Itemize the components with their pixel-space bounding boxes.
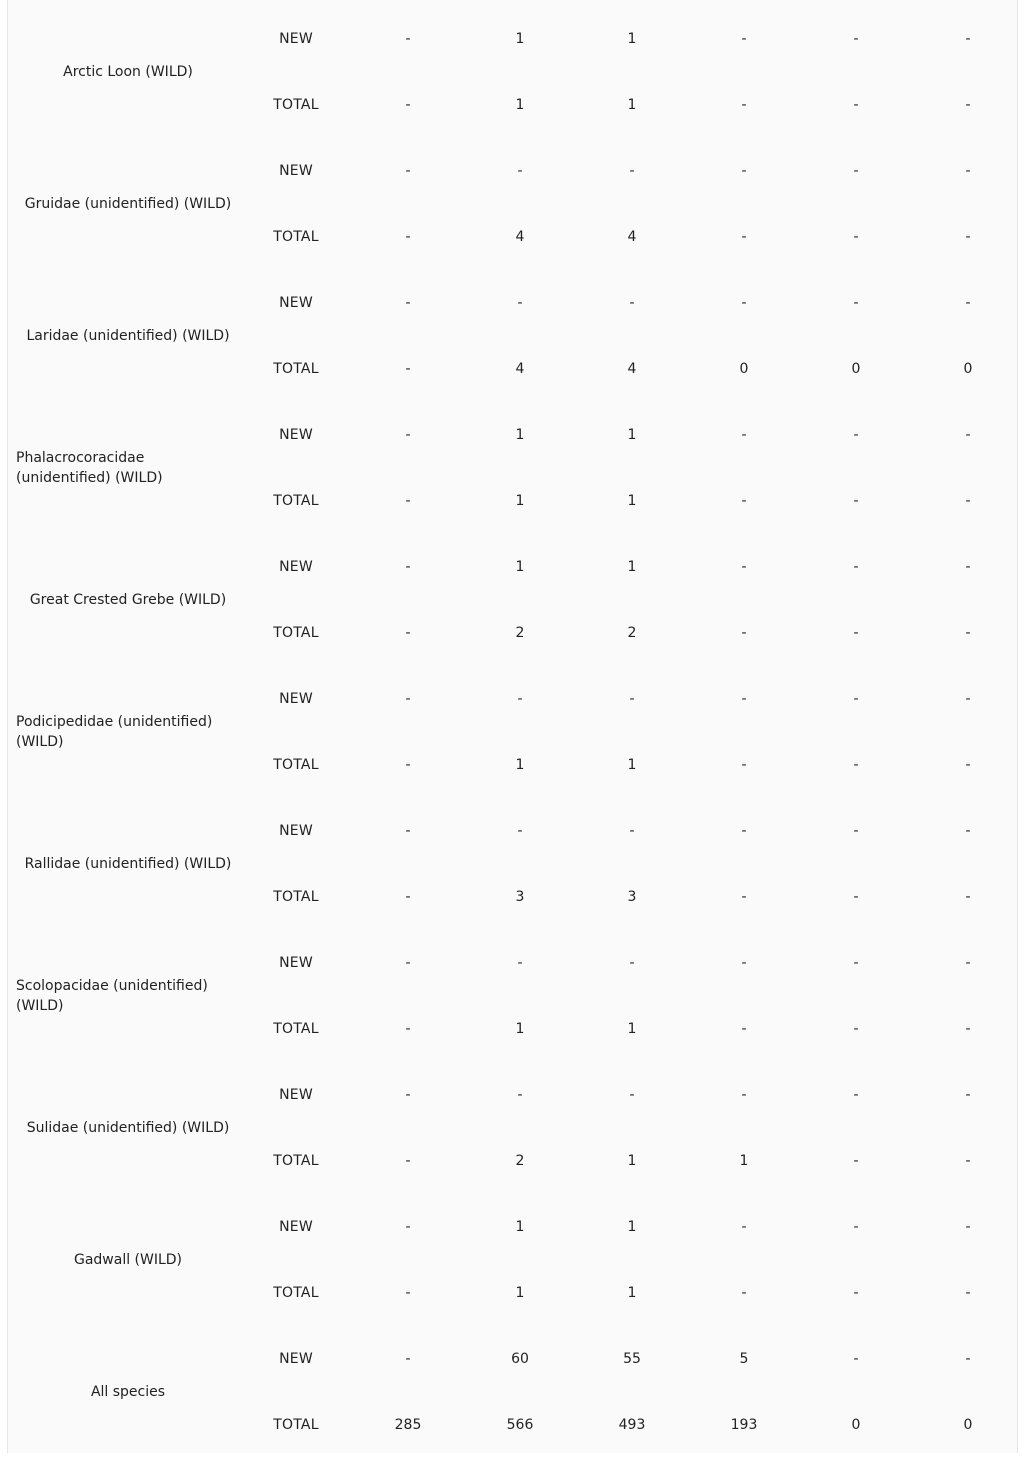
table-row-new [16,402,1024,468]
value-cell: - [517,1087,523,1103]
species-name-cell [16,1062,240,1194]
value-cell: - [853,1087,859,1103]
value-cell: - [405,295,411,311]
value-cell: - [965,757,971,773]
row-type-label: NEW [279,1087,313,1103]
value-cell: - [965,1021,971,1037]
value-cell: - [629,823,635,839]
value-cell: 1 [515,427,525,443]
value-cell: - [853,427,859,443]
value-cell: - [965,1351,971,1367]
table-row-new [16,798,1024,864]
value-cell: - [853,1021,859,1037]
value-cell: 285 [394,1417,422,1433]
value-cell: - [853,559,859,575]
value-cell: - [741,1285,747,1301]
row-type-label: TOTAL [273,757,319,773]
value-cell: - [405,97,411,113]
value-cell: - [517,295,523,311]
value-cell: - [405,757,411,773]
value-cell: - [405,361,411,377]
species-name: Sulidae (unidentified) (WILD) [26,1120,230,1136]
value-cell: - [965,163,971,179]
value-cell: 566 [506,1417,534,1433]
value-cell: - [629,1087,635,1103]
value-cell: - [965,955,971,971]
species-name: Phalacrocoracidae (unidentified) (WILD) [16,450,163,486]
report-panel [7,0,1018,1453]
value-cell: - [405,1351,411,1367]
value-cell: - [965,625,971,641]
row-type-label: NEW [279,163,313,179]
row-type-label: NEW [279,559,313,575]
species-name-cell [16,1326,240,1458]
value-cell: 1 [627,427,637,443]
value-cell: - [741,559,747,575]
row-type-label: NEW [279,427,313,443]
value-cell: - [405,625,411,641]
value-cell: - [405,1285,411,1301]
value-cell: 1 [627,31,637,47]
value-cell: 1 [515,493,525,509]
species-name: Podicipedidae (unidentified) (WILD) [16,714,213,750]
row-type-label: NEW [279,1351,313,1367]
value-cell: - [405,559,411,575]
value-cell: 0 [851,1417,861,1433]
value-cell: - [405,229,411,245]
row-type-label: TOTAL [273,1021,319,1037]
value-cell: - [853,1153,859,1169]
value-cell: 2 [627,625,637,641]
value-cell: 1 [627,97,637,113]
value-cell: - [405,1153,411,1169]
value-cell: - [741,229,747,245]
value-cell: 4 [627,229,637,245]
species-name-cell [16,666,240,798]
value-cell: - [853,1219,859,1235]
value-cell: - [965,31,971,47]
value-cell: - [741,97,747,113]
value-cell: - [965,229,971,245]
value-cell: 1 [515,1219,525,1235]
table-row-new [16,1062,1024,1128]
value-cell: - [405,889,411,905]
value-cell: - [741,1021,747,1037]
value-cell: - [853,625,859,641]
table-row-new [16,1194,1024,1260]
value-cell: - [853,889,859,905]
row-type-label: TOTAL [273,625,319,641]
species-name: Scolopacidae (unidentified) (WILD) [16,978,208,1014]
species-name: Rallidae (unidentified) (WILD) [24,856,232,872]
value-cell: - [853,97,859,113]
table-row-new [16,930,1024,996]
value-cell: 0 [963,361,973,377]
table-row-new [16,270,1024,336]
value-cell: - [853,757,859,773]
value-cell: - [517,955,523,971]
species-name: All species [90,1384,166,1400]
value-cell: 60 [511,1351,529,1367]
value-cell: - [965,1285,971,1301]
value-cell: - [629,163,635,179]
value-cell: - [965,1219,971,1235]
value-cell: - [965,889,971,905]
value-cell: - [405,691,411,707]
value-cell: 1 [627,559,637,575]
value-cell: - [741,691,747,707]
row-type-label: TOTAL [273,97,319,113]
table-row-new [16,666,1024,732]
row-type-label: NEW [279,295,313,311]
value-cell: - [853,493,859,509]
value-cell: 3 [515,889,525,905]
value-cell: - [405,823,411,839]
value-cell: - [741,889,747,905]
value-cell: - [405,1087,411,1103]
value-cell: 1 [739,1153,749,1169]
value-cell: - [853,823,859,839]
value-cell: - [629,955,635,971]
value-cell: 1 [515,31,525,47]
row-type-label: TOTAL [273,1285,319,1301]
species-name-cell [16,1194,240,1326]
value-cell: - [853,229,859,245]
value-cell: 4 [515,229,525,245]
value-cell: - [741,295,747,311]
value-cell: - [965,97,971,113]
value-cell: - [741,757,747,773]
value-cell: 193 [730,1417,758,1433]
value-cell: - [741,1087,747,1103]
value-cell: - [405,427,411,443]
value-cell: 4 [627,361,637,377]
value-cell: - [965,1087,971,1103]
row-type-label: TOTAL [273,361,319,377]
value-cell: - [965,691,971,707]
value-cell: 1 [627,493,637,509]
value-cell: 1 [515,559,525,575]
value-cell: 2 [515,625,525,641]
value-cell: - [853,1285,859,1301]
value-cell: 1 [627,1219,637,1235]
value-cell: - [853,31,859,47]
report-table-body [16,6,1024,1458]
value-cell: - [741,625,747,641]
value-cell: - [405,31,411,47]
value-cell: - [853,295,859,311]
value-cell: - [405,1219,411,1235]
table-row-new [16,1326,1024,1392]
value-cell: - [965,427,971,443]
species-name-cell [16,138,240,270]
value-cell: - [965,559,971,575]
value-cell: 4 [515,361,525,377]
value-cell: 493 [618,1417,646,1433]
value-cell: - [853,955,859,971]
row-type-label: TOTAL [273,229,319,245]
row-type-label: TOTAL [273,889,319,905]
row-type-label: NEW [279,823,313,839]
value-cell: 1 [515,97,525,113]
value-cell: - [741,427,747,443]
row-type-label: TOTAL [273,493,319,509]
species-name-cell [16,798,240,930]
value-cell: - [853,1351,859,1367]
value-cell: 0 [851,361,861,377]
value-cell: - [853,691,859,707]
value-cell: - [741,493,747,509]
value-cell: - [741,1219,747,1235]
species-name: Gadwall (WILD) [73,1252,183,1268]
table-row-new [16,534,1024,600]
value-cell: 1 [515,1285,525,1301]
row-type-label: NEW [279,955,313,971]
value-cell: - [517,691,523,707]
value-cell: - [517,823,523,839]
value-cell: 5 [739,1351,749,1367]
species-name-cell [16,6,240,138]
species-report-table [16,6,1024,1458]
value-cell: - [405,493,411,509]
value-cell: - [741,955,747,971]
species-name: Great Crested Grebe (WILD) [29,592,227,608]
value-cell: 1 [627,1285,637,1301]
row-type-label: NEW [279,691,313,707]
row-type-label: NEW [279,31,313,47]
table-row-new [16,138,1024,204]
value-cell: - [965,1153,971,1169]
value-cell: 1 [627,757,637,773]
value-cell: 0 [739,361,749,377]
value-cell: - [741,31,747,47]
value-cell: - [965,493,971,509]
value-cell: - [405,163,411,179]
species-name: Gruidae (unidentified) (WILD) [24,196,232,212]
species-name-cell [16,402,240,534]
value-cell: - [741,823,747,839]
value-cell: - [405,955,411,971]
value-cell: 55 [623,1351,641,1367]
value-cell: - [965,295,971,311]
species-name-cell [16,930,240,1062]
value-cell: 1 [627,1153,637,1169]
value-cell: 1 [515,757,525,773]
value-cell: 1 [627,1021,637,1037]
value-cell: - [853,163,859,179]
table-row-new [16,6,1024,72]
value-cell: - [517,163,523,179]
species-name-cell [16,270,240,402]
species-name: Arctic Loon (WILD) [63,64,193,80]
row-type-label: TOTAL [273,1153,319,1169]
value-cell: 2 [515,1153,525,1169]
value-cell: 0 [963,1417,973,1433]
value-cell: 3 [627,889,637,905]
value-cell: 1 [515,1021,525,1037]
row-type-label: NEW [279,1219,313,1235]
value-cell: - [629,691,635,707]
value-cell: - [629,295,635,311]
value-cell: - [965,823,971,839]
species-name-cell [16,534,240,666]
value-cell: - [405,1021,411,1037]
row-type-label: TOTAL [273,1417,319,1433]
species-name: Laridae (unidentified) (WILD) [26,328,230,344]
value-cell: - [741,163,747,179]
